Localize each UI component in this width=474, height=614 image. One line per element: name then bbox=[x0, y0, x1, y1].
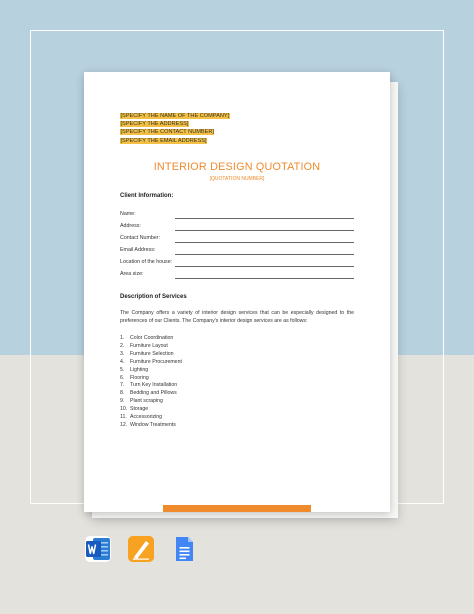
field-line bbox=[175, 230, 354, 231]
list-item bbox=[120, 335, 182, 343]
list-item bbox=[120, 367, 182, 375]
list-item bbox=[120, 351, 182, 359]
item-number: 11. bbox=[120, 414, 127, 421]
field-label: Contact Number: bbox=[120, 235, 161, 241]
field-label: Location of the house: bbox=[120, 259, 173, 265]
company-email: [SPECIFY THE EMAIL ADDRESS] bbox=[120, 137, 207, 144]
list-item bbox=[120, 398, 182, 406]
item-text: Bedding and Pillows bbox=[130, 390, 177, 397]
list-item bbox=[120, 422, 182, 430]
document-page bbox=[84, 72, 390, 512]
item-text: Plant scraping bbox=[130, 398, 163, 405]
item-number: 5. bbox=[120, 366, 125, 373]
item-text: Furniture Layout bbox=[130, 342, 168, 349]
company-block bbox=[120, 112, 230, 145]
item-number: 3. bbox=[120, 350, 125, 357]
contact-number-field[interactable] bbox=[120, 235, 354, 243]
list-item bbox=[120, 414, 182, 422]
services-heading: Description of Services bbox=[120, 294, 187, 300]
field-label: Name: bbox=[120, 211, 136, 217]
email-address-field[interactable] bbox=[120, 247, 354, 255]
item-text: Window Treatments bbox=[130, 421, 176, 428]
item-text: Accessorizing bbox=[130, 414, 163, 421]
document-title: INTERIOR DESIGN QUOTATION bbox=[153, 161, 321, 173]
field-label: Area size: bbox=[120, 271, 144, 277]
field-label: Email Address: bbox=[120, 247, 156, 253]
item-number: 2. bbox=[120, 342, 125, 349]
services-intro: The Company offers a variety of interior design services that can be especially designed to the preferences of our Clients. The Company's interior design services are as follows: bbox=[120, 310, 354, 324]
item-number: 10. bbox=[120, 406, 128, 413]
item-text: Turn Key Installation bbox=[130, 382, 178, 389]
client-info-heading: Client Information: bbox=[120, 193, 174, 199]
item-text: Furniture Selection bbox=[130, 350, 174, 357]
item-number: 9. bbox=[120, 398, 125, 405]
google-docs-icon[interactable] bbox=[171, 536, 197, 562]
field-line bbox=[175, 218, 354, 219]
list-item bbox=[120, 375, 182, 383]
item-text: Flooring bbox=[130, 374, 149, 381]
quotation-number: [QUOTATION NUMBER] bbox=[209, 176, 265, 182]
item-number: 12. bbox=[120, 421, 128, 428]
address-field[interactable] bbox=[120, 223, 354, 231]
location-field[interactable] bbox=[120, 259, 354, 267]
list-item bbox=[120, 390, 182, 398]
item-text: Storage bbox=[130, 406, 149, 413]
item-number: 4. bbox=[120, 358, 125, 365]
item-text: Furniture Procurement bbox=[130, 358, 182, 365]
company-address: [SPECIFY THE ADDRESS] bbox=[120, 121, 189, 128]
list-item bbox=[120, 343, 182, 351]
item-number: 8. bbox=[120, 390, 125, 397]
list-item bbox=[120, 406, 182, 414]
list-item bbox=[120, 382, 182, 390]
word-icon[interactable] bbox=[85, 536, 111, 562]
area-size-field[interactable] bbox=[120, 271, 354, 279]
item-text: Lighting bbox=[130, 366, 149, 373]
services-list bbox=[120, 335, 182, 430]
name-field[interactable] bbox=[120, 211, 354, 219]
list-item bbox=[120, 359, 182, 367]
item-text: Color Coordination bbox=[130, 335, 174, 341]
field-line bbox=[175, 266, 354, 267]
field-line bbox=[175, 278, 354, 279]
footer-accent-bar bbox=[163, 505, 311, 512]
company-name: [SPECIFY THE NAME OF THE COMPANY] bbox=[120, 113, 230, 119]
field-line bbox=[175, 242, 354, 243]
field-label: Address: bbox=[120, 223, 141, 229]
item-number: 1. bbox=[120, 335, 125, 341]
item-number: 6. bbox=[120, 374, 125, 381]
pages-icon[interactable] bbox=[128, 536, 154, 562]
field-line bbox=[175, 254, 354, 255]
company-contact: [SPECIFY THE CONTACT NUMBER] bbox=[120, 129, 214, 136]
item-number: 7. bbox=[120, 382, 125, 389]
